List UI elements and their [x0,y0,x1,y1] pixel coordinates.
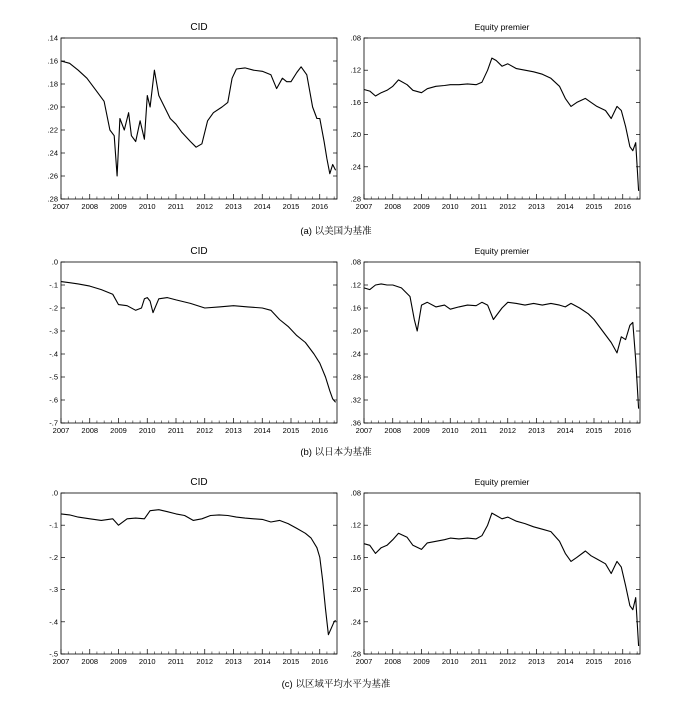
series-line [61,510,336,635]
x-tick-label: 2012 [499,426,517,435]
y-tick-label: .32 [350,395,361,405]
x-tick-label: 2013 [528,202,545,211]
chart-title: Equity premier [474,22,530,32]
x-tick-label: 2016 [311,426,329,435]
y-tick-label: .28 [350,194,361,204]
y-tick-label: -.1 [49,520,58,530]
x-tick-label: 2016 [614,202,632,211]
series-line [364,284,639,409]
panel-b-equity-premier-chart [351,246,640,435]
y-tick-label: .26 [47,171,58,181]
plot-frame [61,262,337,423]
series-line [364,58,639,191]
x-tick-label: 2016 [311,202,329,211]
x-tick-label: 2011 [167,202,185,211]
chart-title: CID [190,477,208,488]
panel-a-equity-premier-chart [351,22,640,211]
x-tick-label: 2014 [556,426,574,435]
y-tick-label: .22 [47,125,58,135]
x-tick-label: 2012 [196,657,214,666]
x-tick-label: 2013 [528,657,545,666]
y-tick-label: .08 [350,488,361,498]
series-line [61,282,336,403]
y-tick-label: .16 [47,56,58,66]
x-tick-label: 2009 [413,202,430,211]
y-tick-label: .28 [350,372,361,382]
x-tick-label: 2008 [384,657,402,666]
x-tick-label: 2013 [225,202,242,211]
x-tick-label: 2010 [138,657,156,666]
x-tick-label: 2007 [355,426,373,435]
x-tick-label: 2007 [52,657,70,666]
caption-b: (b) 以日本为基准 [300,447,372,458]
y-tick-label: -.3 [49,585,58,595]
x-tick-label: 2014 [556,657,574,666]
series-line [61,61,336,176]
x-tick-label: 2012 [196,202,214,211]
chart-title: CID [190,22,208,33]
x-tick-label: 2008 [81,426,99,435]
x-tick-label: 2011 [470,657,488,666]
x-tick-label: 2008 [81,202,99,211]
x-tick-label: 2014 [556,202,574,211]
x-tick-label: 2015 [282,426,300,435]
y-tick-label: .20 [350,130,361,140]
y-tick-label: .16 [350,303,361,313]
x-tick-label: 2013 [225,426,242,435]
y-tick-label: -.3 [49,326,58,336]
x-tick-label: 2009 [110,426,127,435]
plot-frame [364,38,640,199]
y-tick-label: -.2 [49,303,58,313]
x-tick-label: 2009 [413,426,430,435]
x-tick-label: 2016 [614,426,632,435]
y-tick-label: -.7 [49,418,58,428]
panel-c-cid-chart [49,477,337,666]
y-tick-label: .24 [350,617,361,627]
x-tick-label: 2013 [225,657,242,666]
y-tick-label: .16 [350,552,361,562]
x-tick-label: 2013 [528,426,545,435]
x-tick-label: 2014 [253,202,271,211]
x-tick-label: 2014 [253,426,271,435]
x-tick-label: 2009 [413,657,430,666]
y-tick-label: .08 [350,257,361,267]
panel-c-equity-premier-chart [351,477,640,666]
x-tick-label: 2012 [196,426,214,435]
y-tick-label: .20 [350,585,361,595]
plot-frame [61,38,337,199]
panel-a-cid-chart [48,22,337,211]
x-tick-label: 2009 [110,657,127,666]
panel-b-cid-chart [49,246,337,435]
x-tick-label: 2008 [384,202,402,211]
x-tick-label: 2012 [499,657,517,666]
plot-frame [61,493,337,654]
x-tick-label: 2015 [585,657,603,666]
y-tick-label: .28 [350,649,361,659]
y-tick-label: -.5 [49,649,58,659]
x-tick-label: 2011 [470,202,488,211]
y-tick-label: .24 [350,162,361,172]
x-tick-label: 2011 [167,426,185,435]
plot-frame [364,493,640,654]
x-tick-label: 2010 [138,426,156,435]
y-tick-label: .12 [350,520,361,530]
x-tick-label: 2007 [355,657,373,666]
y-tick-label: -.5 [49,372,58,382]
x-tick-label: 2010 [441,426,459,435]
x-tick-label: 2010 [441,202,459,211]
y-tick-label: .0 [51,257,58,267]
caption-a: (a) 以美国为基准 [300,226,372,237]
x-tick-label: 2007 [52,202,70,211]
x-tick-label: 2016 [311,657,329,666]
x-tick-label: 2008 [384,426,402,435]
y-tick-label: .16 [350,97,361,107]
y-tick-label: .14 [47,33,58,43]
caption-c: (c) 以区域平均水平为基准 [281,679,391,690]
x-tick-label: 2008 [81,657,99,666]
y-tick-label: .0 [51,488,58,498]
x-tick-label: 2015 [585,426,603,435]
x-tick-label: 2007 [355,202,373,211]
y-tick-label: -.1 [49,280,58,290]
y-tick-label: .24 [47,148,58,158]
y-tick-label: -.4 [49,349,58,359]
x-tick-label: 2014 [253,657,271,666]
x-tick-label: 2009 [110,202,127,211]
plot-frame [364,262,640,423]
x-tick-label: 2015 [282,657,300,666]
y-tick-label: .12 [350,280,361,290]
x-tick-label: 2007 [52,426,70,435]
chart-title: CID [190,246,208,257]
x-tick-label: 2011 [470,426,488,435]
y-tick-label: -.4 [49,617,58,627]
x-tick-label: 2012 [499,202,517,211]
y-tick-label: .36 [350,418,361,428]
y-tick-label: -.2 [49,552,58,562]
x-tick-label: 2010 [138,202,156,211]
y-tick-label: -.6 [49,395,58,405]
y-tick-label: .08 [350,33,361,43]
x-tick-label: 2010 [441,657,459,666]
y-tick-label: .20 [47,102,58,112]
x-tick-label: 2011 [167,657,185,666]
y-tick-label: .20 [350,326,361,336]
y-tick-label: .28 [47,194,58,204]
y-tick-label: .24 [350,349,361,359]
y-tick-label: .18 [47,79,58,89]
chart-title: Equity premier [474,246,530,256]
x-tick-label: 2016 [614,657,632,666]
y-tick-label: .12 [350,65,361,75]
x-tick-label: 2015 [585,202,603,211]
x-tick-label: 2015 [282,202,300,211]
chart-title: Equity premier [474,477,530,487]
series-line [364,513,639,646]
